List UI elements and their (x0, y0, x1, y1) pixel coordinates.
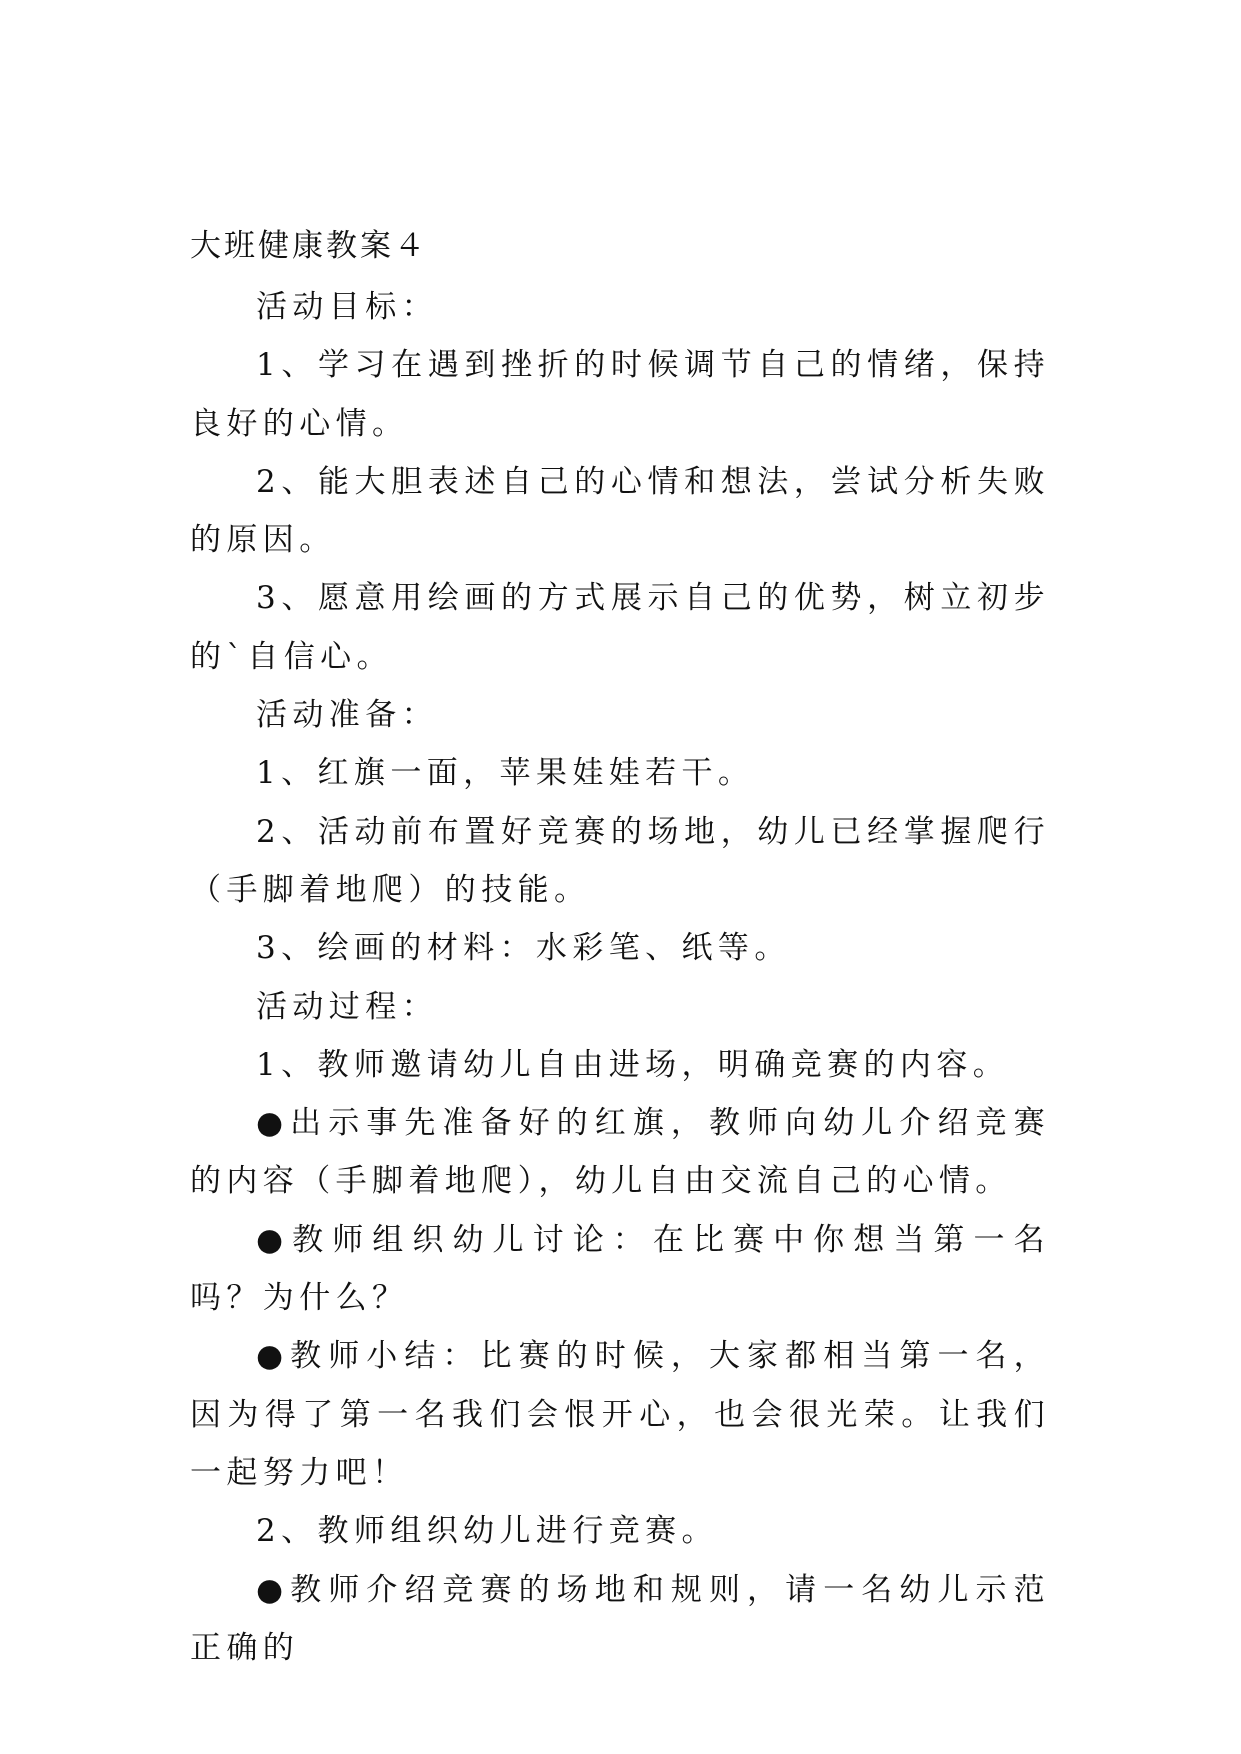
process-bullet: ●出示事先准备好的红旗，教师向幼儿介绍竞赛的内容（手脚着地爬），幼儿自由交流自己的心情。 (190, 1105, 1050, 1200)
preparation-item-1: 1、红旗一面，苹果娃娃若干。 (256, 755, 755, 792)
process-step-2: 2、教师组织幼儿进行竞赛。 (256, 1513, 718, 1550)
goal-item-2: 2、能大胆表述自己的心情和想法，尝试分析失败的原因。 (190, 463, 1050, 559)
section-heading-process: 活动过程： (256, 988, 438, 1025)
section-heading-preparation: 活动准备： (256, 697, 438, 734)
preparation-item-2: 2、活动前布置好竞赛的场地，幼儿已经掌握爬行（手脚着地爬）的技能。 (190, 813, 1050, 908)
process-bullet: ●教师小结：比赛的时候，大家都相当第一名，因为得了第一名我们会恨开心，也会很光荣。让我们一起努力吧！ (190, 1338, 1050, 1491)
process-bullet: ●教师介绍竞赛的场地和规则，请一名幼儿示范正确的 (190, 1571, 1050, 1666)
document-page (190, 222, 1050, 1677)
goal-item-3: 3、愿意用绘画的方式展示自己的优势，树立初步的`自信心。 (190, 580, 1050, 675)
preparation-item-3: 3、绘画的材料：水彩笔、纸等。 (256, 930, 791, 967)
section-heading-goals: 活动目标： (256, 289, 438, 325)
goal-item-1: 1、学习在遇到挫折的时候调节自己的情绪，保持良好的心情。 (190, 347, 1050, 442)
process-bullet: ●教师组织幼儿讨论：在比赛中你想当第一名吗？为什么？ (190, 1221, 1050, 1317)
document-title: 大班健康教案４ (190, 228, 428, 264)
process-step-1: 1、教师邀请幼儿自由进场，明确竞赛的内容。 (256, 1046, 1010, 1083)
